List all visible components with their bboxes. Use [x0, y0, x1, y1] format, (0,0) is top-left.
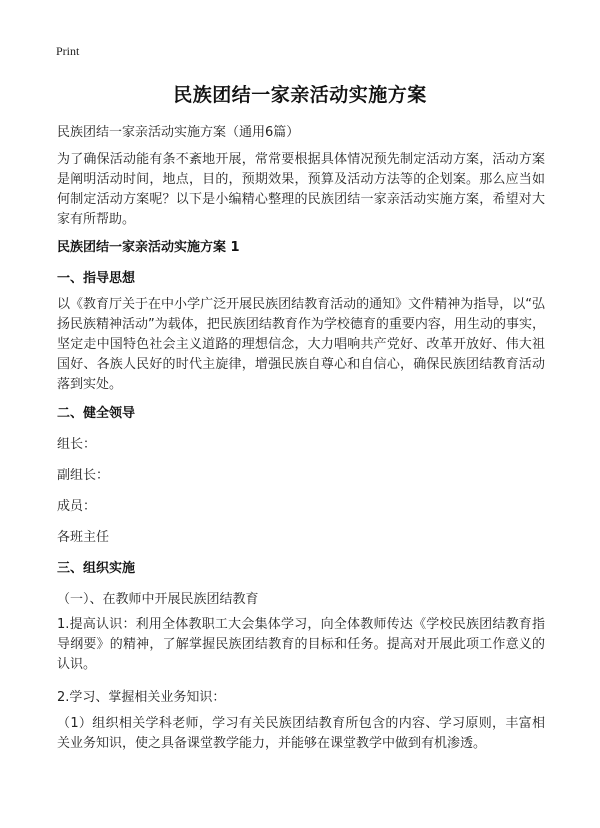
- implementation-heading: 三、组织实施: [57, 561, 136, 576]
- class-teachers-label: 各班主任: [57, 530, 110, 545]
- deputy-leader-label: 副组长：: [57, 468, 110, 483]
- leader-label: 组长：: [57, 437, 97, 452]
- page-title: 民族团结一家亲活动实施方案: [173, 84, 427, 106]
- document-subtitle: 民族团结一家亲活动实施方案（通用6篇）: [57, 125, 300, 140]
- leadership-heading: 二、健全领导: [57, 406, 136, 421]
- guiding-heading: 一、指导思想: [57, 271, 136, 286]
- item-raise-awareness: 1.提高认识：利用全体教职工大会集体学习，向全体教师传达《学校民族团结教育指导纲要》的精神，了解掌握民族团结教育的目标和任务。提高对开展此项工作意义的认识。: [57, 617, 545, 672]
- item-learn-knowledge: 2.学习、掌握相关业务知识：: [57, 690, 226, 705]
- intro-paragraph: 为了确保活动能有条不紊地开展，常常要根据具体情况预先制定活动方案，活动方案是阐明活动时间，地点，目的，预期效果，预算及活动方法等的企划案。那么应当如何制定活动方案呢？以下是小编精心整理的民族团结一家亲活动实施方案，希望对大家有所帮助。: [57, 152, 545, 227]
- item-organize-teachers: （1）组织相关学科老师，学习有关民族团结教育所包含的内容、学习原则，丰富相关业务知识，使之具备课堂教学能力，并能够在课堂教学中做到有机渗透。: [57, 716, 545, 751]
- guiding-paragraph: 以《教育厅关于在中小学广泛开展民族团结教育活动的通知》文件精神为指导，以“弘扬民族精神活动”为载体，把民族团结教育作为学校德育的重要内容，用生动的事实，坚定走中国特色社会主义道路的理想信念，大力唱响共产党好、改革开放好、伟大祖国好、各族人民好的时代主旋律，增强民族自尊心和自信心，确保民族团结教育活动落到实处。: [57, 297, 545, 392]
- teacher-education-subheading: （一）、在教师中开展民族团结教育: [57, 592, 259, 607]
- print-link[interactable]: Print: [56, 44, 80, 58]
- section-title: 民族团结一家亲活动实施方案 1: [57, 240, 240, 255]
- members-label: 成员：: [57, 499, 97, 514]
